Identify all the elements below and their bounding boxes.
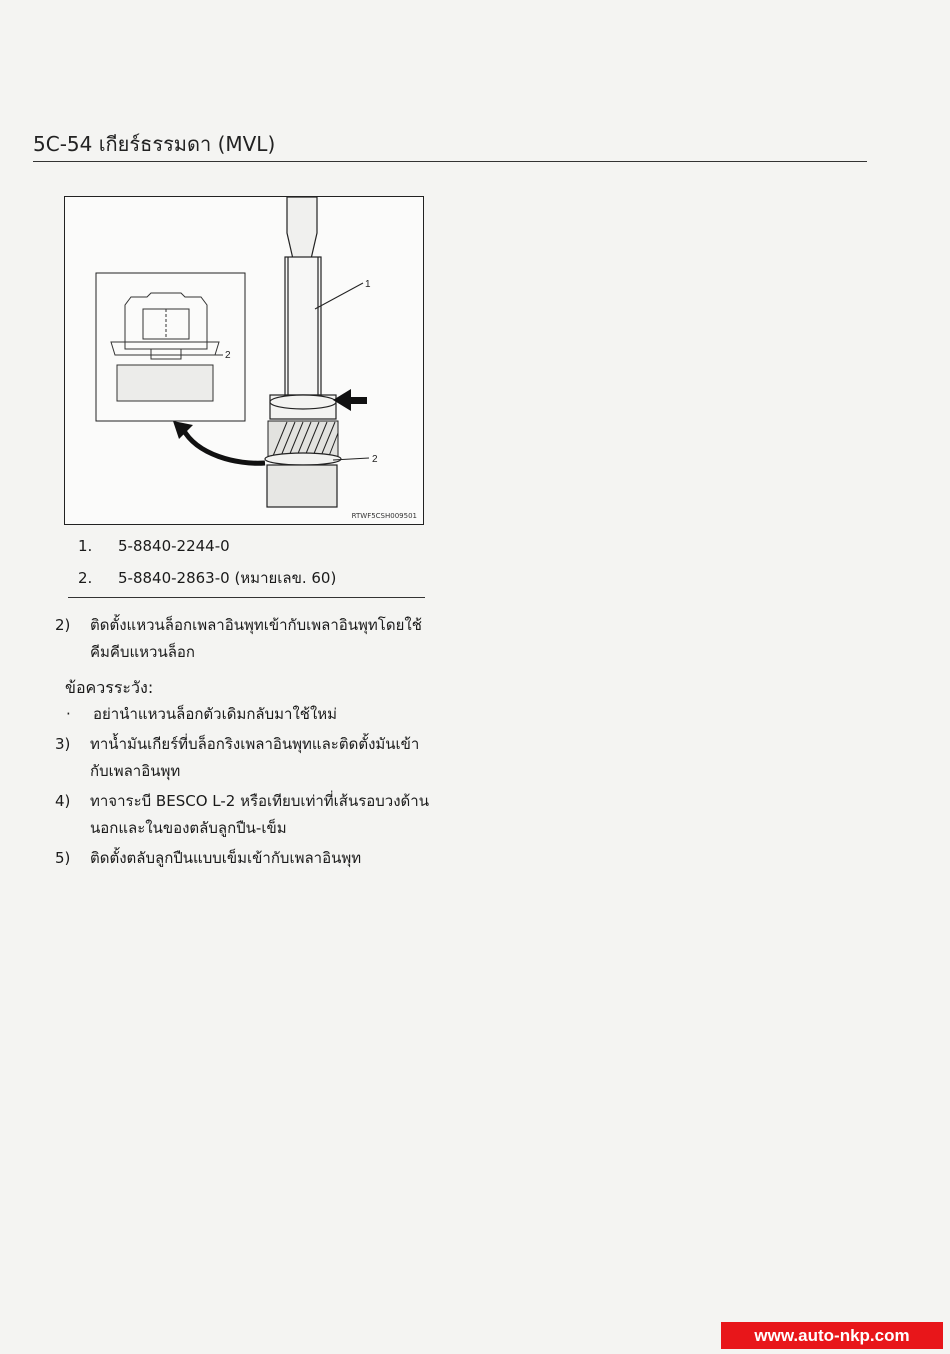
list-item <box>78 534 425 566</box>
parts-list <box>78 534 425 598</box>
part-text: 5-8840-2863-0 (หมายเลข. 60) <box>118 569 337 587</box>
step-text: ทาจาระบี BESCO L-2 หรือเทียบเท่าที่เส้นรอบวงด้านนอกและในของตลับลูกปืน-เข็ม <box>90 792 429 837</box>
lower-ring <box>265 453 341 465</box>
step-5 <box>55 845 435 872</box>
step-number: 2) <box>55 616 71 634</box>
part-number: 1. <box>78 537 93 555</box>
input-gear <box>268 421 338 457</box>
callout-2-main: 2 <box>372 454 378 465</box>
press-ram <box>287 197 317 259</box>
step-4 <box>55 788 435 842</box>
callout-1-label: 1 <box>365 279 371 290</box>
snap-ring-collar <box>270 395 336 419</box>
step-number: 4) <box>55 792 71 810</box>
figure-drawing <box>65 197 423 524</box>
inset-bearing-drawing <box>111 293 223 401</box>
page-title: 5C-54 เกียร์ธรรมดา (MVL) <box>33 132 276 156</box>
step-2 <box>55 612 435 666</box>
bullet: · <box>66 705 71 723</box>
step-number: 5) <box>55 849 71 867</box>
caution-item <box>66 701 435 728</box>
callout-2-inset: 2 <box>225 350 231 361</box>
header-divider <box>33 161 867 162</box>
parts-divider <box>68 597 425 598</box>
list-item <box>78 566 425 598</box>
figure-code: RTWF5CSH009501 <box>351 512 417 520</box>
caution-text: อย่านำแหวนล็อกตัวเดิมกลับมาใช้ใหม่ <box>93 705 338 723</box>
step-text: ติดตั้งแหวนล็อกเพลาอินพุทเข้ากับเพลาอินพุทโดยใช้คีมคีบแหวนล็อก <box>90 616 422 661</box>
part-text: 5-8840-2244-0 <box>118 537 230 555</box>
part-number: 2. <box>78 569 93 587</box>
base-block <box>267 465 337 507</box>
step-text: ทาน้ำมันเกียร์ที่บล็อกริงเพลาอินพุทและติดตั้งมันเข้ากับเพลาอินพุท <box>90 735 420 780</box>
step-number: 3) <box>55 735 71 753</box>
procedure-steps <box>55 612 435 875</box>
tool-shaft <box>285 257 321 395</box>
step-3 <box>55 731 435 785</box>
caution-heading: ข้อควรระวัง: <box>65 678 154 697</box>
installation-figure <box>64 196 424 525</box>
step-text: ติดตั้งตลับลูกปืนแบบเข็มเข้ากับเพลาอินพุท <box>90 849 362 867</box>
force-arrow <box>333 389 367 411</box>
callout-1-leader <box>315 283 363 309</box>
website-watermark: www.auto-nkp.com <box>721 1322 943 1349</box>
curved-arrow-to-inset <box>173 421 265 463</box>
